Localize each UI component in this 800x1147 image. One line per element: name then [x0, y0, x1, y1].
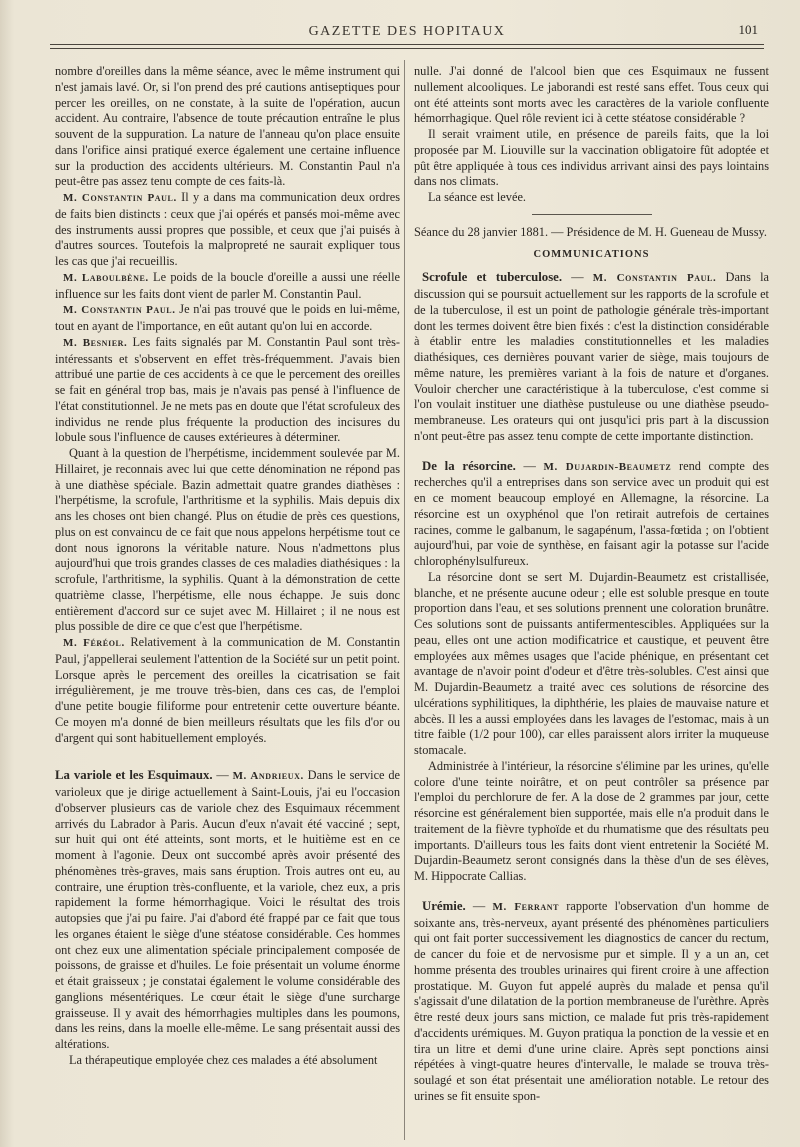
- speaker-text: Il y a dans ma communication deux ordres de faits bien distincts : ceux que j'ai opérés et pansés moi-même avec des instruments aussi propres que possible, et ceux que j'ai puisés à d'autres sources. Toutefois la malpropreté ne saurait expliquer tous les cas que j'ai recueillis.: [55, 190, 401, 268]
- right-column: [414, 64, 769, 1105]
- paragraph: La séance est levée.: [428, 190, 527, 204]
- section-text: Dans la discussion qui se poursuit actuellement sur les rapports de la scrofule et de la tuberculose, il est un point de pathologie générale très-important dont les termes doivent être bien fixés : c'est la distinction considérable à établir entre les maladies constitutionnelles et les maladies diathésiques, ces dernières pouvant varier de siège, mais toujours de même nature, les premières variant à la fois de nature et d'organes. Vouloir chercher une caractéristique à la tuberculose, c'est comme si l'on voulait instituer une diathèse pustuleuse ou une diathèse pseudo-membraneuse. Les orateurs qui ont jusqu'ici pris part à la discussion n'ont peut-être pas assez tenu compte de cette importante distinction.: [414, 270, 769, 443]
- seance-line: Séance du 28 janvier 1881. — Présidence de M. H. Gueneau de Mussy.: [414, 224, 767, 239]
- speaker-name: M. Laboulbène.: [63, 271, 149, 284]
- author-name: M. Dujardin-Beaumetz: [543, 460, 672, 473]
- section-title: De la résorcine.: [422, 458, 516, 473]
- author-name: M. Constantin Paul.: [592, 272, 717, 285]
- section-text: Dans le service de varioleux que je dirige actuellement à Saint-Louis, j'ai eu l'occasion d'observer plusieurs cas de variole chez des Esquimaux récemment arrivés du Labrador à Paris. Aucun d'eux n'avait été vacciné ; sept, sur huit qui ont été atteints, sont morts, et le huitième est en ce moment à l'agonie. Deux ont succombé après avoir présenté des phénomènes très-graves, mais sans éruption. Trois autres ont eu, au contraire, une éruption très-confluente, et la variole, chez eux, a pris rapidement la forme hémorrhagique. Voici le résultat des trois autopsies que j'ai pu faire. J'ai d'abord été frappé par ce fait que tous les organes étaient le siège d'une stéatose considérable. Ces hommes ont chez eux une alimentation spéciale principalement composée de poissons, de graisse et d'huiles. Le foie présentait un volume énorme et était graisseux ; je constatai également le volume considérable des ganglions mésentériques. Le cœur était le siège d'une surcharge graisseuse. Il y avait des hémorrhagies multiples dans les poumons, dans les reins, dans la moelle elle-même. Le sang présentait aussi des altérations.: [55, 768, 400, 1051]
- section-title: Urémie.: [422, 898, 466, 913]
- speaker-paragraph: [55, 302, 400, 335]
- paragraph: nombre d'oreilles dans la même séance, avec le même instrument qui n'est jamais lavé. Or, si l'on prend des pré cautions antiseptiques pour percer les oreilles, on ne constate, à la suite de l'opération, aucun accident. Au contraire, l'absence de toute précaution entraîne le plus souvent de la suppuration. La nature de l'anneau qu'on place ensuite dans l'orifice ainsi pratiqué exerce également une certaine influence sur la production des accidents ultérieurs. M. Constantin Paul n'a peut-être pas assez tenu compte de ces faits-là.: [55, 64, 400, 189]
- section-rule: [532, 214, 652, 215]
- section-paragraph: De la résorcine. — M. Dujardin-Beaumetz rend compte des recherches qu'il a entreprises dans son service avec un produit qui est en ce moment beaucoup employé en Allemagne, la résorcine. La résorcine est un oxyphénol que l'on retirait autrefois de certaines racines, comme le galbanum, le sagapénum, l'assa-fœtida ; on l'obtient aujourd'hui, par voie de synthèse, en faisant agir la potasse sur l'acide chlorophénylsulfureux.: [414, 458, 769, 568]
- speaker-paragraph: [55, 270, 400, 303]
- speaker-paragraph: [55, 335, 400, 446]
- author-name: M. Ferrant: [492, 900, 560, 913]
- speaker-name: M. Constantin Paul.: [63, 304, 176, 317]
- section-title: Scrofule et tuberculose.: [422, 270, 563, 285]
- speaker-name: M. Besnier.: [63, 336, 128, 349]
- speaker-name: M. Féréol.: [63, 637, 125, 649]
- speaker-text: Relativement à la communication de M. Constantin Paul, j'appellerai seulement l'attention de la Société sur un petit point. Lorsque après le percement des oreilles la cicatrisation se fait irrégulièrement, je me trouve très-bien, dans ces cas, de l'emploi d'une petite bougie filiforme pour entretenir cette ouverture béante. Ce moyen m'a donné de bien meilleurs résultats que les fils d'or ou d'argent qui sont habituellement employés.: [55, 635, 400, 745]
- paragraph: La thérapeutique employée chez ces malades a été absolument: [69, 1052, 378, 1067]
- section-paragraph: La variole et les Esquimaux. — M. Andrieux. Dans le service de varioleux que je dirige actuellement à Saint-Louis, j'ai eu l'occasion d'observer plusieurs cas de variole chez des Esquimaux récemment arrivés du Labrador à Paris. Aucun d'eux n'avait été vacciné ; sept, sur huit qui ont été atteints, sont morts, et le huitième est en ce moment à l'agonie. Deux ont succombé après avoir présenté des phénomènes très-graves, mais sans éruption. Trois autres ont eu, au contraire, une éruption très-confluente, et la variole, chez eux, a pris rapidement la forme hémorrhagique. Voici le résultat des trois autopsies que j'ai pu faire. J'ai d'abord été frappé par ce fait que tous les organes étaient le siège d'une stéatose considérable. Ces hommes ont chez eux une alimentation spéciale principalement composée de poissons, de graisse et d'huiles. Le foie présentait un volume énorme et était graisseux ; je constatai également le volume considérable des ganglions mésentériques. Le cœur était le siège d'une surcharge graisseuse. Il y avait des hémorrhagies multiples dans les poumons, dans les reins, dans la moelle elle-même. Le sang présentait aussi des altérations.: [55, 768, 400, 1051]
- section-title: La variole et les Esquimaux.: [55, 768, 213, 783]
- speaker-text: Le poids de la boucle d'oreille a aussi une réelle influence sur les faits dont vient de parler M. Constantin Paul.: [55, 269, 400, 301]
- paragraph: La résorcine dont se sert M. Dujardin-Beaumetz est cristallisée, blanche, et ne présente aucune odeur ; elle est soluble presque en toute proportion dans l'eau, et ses solutions prennent une coloration brunâtre. Ces solutions sont de puissants antifermentescibles. Appliquées sur la peau, elles ont une action modificatrice et caustique, et peuvent être employées aux mêmes usages que l'acide phénique, en présentant cet avantage de n'avoir point d'odeur et d'être très-solubles. C'est ainsi que M. Dujardin-Beaumetz a traité avec ces solutions de résorcine des ulcérations syphilitiques, la diphthérie, les plaies de mauvaise nature et abcès. Il les a aussi employées dans les lavages de l'estomac, mais à un titre faible (1/2 pour 100), car elles paraissent alors irriter la muqueuse stomacale.: [414, 569, 769, 757]
- speaker-text: Je n'ai pas trouvé que le poids en lui-même, tout en ayant de l'importance, en eût autant qu'on lui en accorde.: [55, 302, 401, 333]
- left-column: [55, 64, 400, 1069]
- section-paragraph: Urémie. — M. Ferrant rapporte l'observation d'un homme de soixante ans, très-nerveux, ayant présenté des phénomènes particuliers qui ont fait porter successivement les diagnostics de cancer du rectum, de cancer du foie et de nervosisme pur et simple. Il y a un an, cet homme présenta des troubles urinaires qui firent croire à une affection prostatique. M. Guyon fut appelé auprès du malade et pensa qu'il s'agissait d'une dilatation de la portion membraneuse de l'urèthre. Après être resté deux jours sans miction, ce malade fut pris très-rapidement d'accidents urémiques. M. Guyon pratiqua la ponction de la vessie et en tira un litre et demi d'une urine claire. Après sept ponctions ainsi répétées à vingt-quatre heures d'intervalle, le malade se trouva très-soulagé et son état présentait une amélioration notable. Le retour des urines se fit ensuite spon-: [414, 898, 769, 1103]
- paragraph: Il serait vraiment utile, en présence de pareils faits, que la loi proposée par M. Liouville sur la vaccination obligatoire fût adoptée et pût être appliquée à tous ces individus arrivant ainsi des pays lointains dans nos climats.: [414, 127, 769, 189]
- communications-heading: COMMUNICATIONS: [533, 248, 650, 260]
- running-head: GAZETTE DES HOPITAUX: [308, 24, 506, 39]
- header-rule: [50, 44, 764, 49]
- section-text: rapporte l'observation d'un homme de soixante ans, très-nerveux, ayant présenté des phénomènes particuliers qui ont fait porter successivement les diagnostics de cancer du rectum, de cancer du foie et de nervosisme pur et simple. Il y a un an, cet homme présenta des troubles urinaires qui firent croire à une affection prostatique. M. Guyon fut appelé auprès du malade et pensa qu'il s'agissait d'une dilatation de la portion membraneuse de l'urèthre. Après être resté deux jours sans miction, ce malade fut pris très-rapidement d'accidents urémiques. M. Guyon pratiqua la ponction de la vessie et en tira un litre et demi d'une urine claire. Après sept ponctions ainsi répétées à vingt-quatre heures d'intervalle, le malade se trouva très-soulagé et son état présentait une amélioration notable. Le retour des urines se fit ensuite spon-: [414, 898, 769, 1103]
- section-text: rend compte des recherches qu'il a entreprises dans son service avec un produit qui est en ce moment beaucoup employé en Allemagne, la résorcine. La résorcine est un oxyphénol que l'on retirait autrefois de certaines racines, comme le galbanum, le sagapénum, l'assa-fœtida ; on l'obtient aujourd'hui, par voie de synthèse, en faisant agir la potasse sur l'acide chlorophénylsulfureux.: [414, 458, 769, 568]
- speaker-paragraph: [55, 635, 400, 746]
- paragraph: Quant à la question de l'herpétisme, incidemment soulevée par M. Hillairet, je reconnais avec lui que cette dénomination ne répond pas à une diathèse spéciale. Bazin admettait quatre grandes diathèses : l'herpétisme, la scrofule, l'arthritisme et la syphilis. Mais depuis dix ans les choses ont bien changé. Plus on étudie de près ces questions, plus on est convaincu de ce fait que nous appelons herpétisme tout ce dont nous ignorons la véritable nature. Nous n'admettons plus aujourd'hui que trois grandes classes de ces maladies diathésiques : la scrofule, l'arthritisme, la syphilis. Quant à la démonstration de cette quatrième classe, l'herpétisme, elle nous échappe. Je suis donc entièrement d'accord sur ce sujet avec M. Hillairet ; il ne nous est plus possible de dire ce que c'est que l'herpétisme.: [55, 446, 400, 634]
- speaker-name: M. Constantin Paul.: [63, 192, 177, 204]
- paragraph: nulle. J'ai donné de l'alcool bien que ces Esquimaux ne fussent nullement alcooliques. Le jaborandi est resté sans effet. Tous ceux qui ont été atteints sont morts avec les caractères de la variole confluente hémorrhagique. Quel rôle revient ici à cette stéatose considérable ?: [414, 64, 769, 126]
- author-name: M. Andrieux.: [232, 770, 304, 783]
- speaker-text: Les faits signalés par M. Constantin Paul sont très-intéressants et s'observent en effet très-fréquemment. J'avais bien attribué une partie de ces accidents à ce que le percement des oreilles se fait en général trop bas, mais je n'avais pas pensé à l'influence de l'état constitutionnel. Je ne mets pas en doute que l'état scrofuleux des individus ne rende plus fréquente la production des incisures du lobule sous l'influence de causes extérieures à déterminer.: [55, 334, 401, 445]
- speaker-paragraph: [55, 190, 400, 270]
- section-paragraph: Scrofule et tuberculose. — M. Constantin Paul. Dans la discussion qui se poursuit actuellement sur les rapports de la scrofule et de la tuberculose, il est un point de pathologie générale très-important dont les termes doivent être bien fixés : c'est la distinction considérable à établir entre les maladies constitutionnelles et les maladies diathésiques, ces dernières pouvant varier de siège, mais toujours de même nature, les premières variant à la fois de nature et d'organes. Vouloir chercher une caractéristique à la tuberculose, c'est comme si l'on voulait instituer une diathèse pustuleuse ou une diathèse pseudo-membraneuse. Les orateurs qui ont jusqu'ici pris part à la discussion n'ont peut-être pas assez tenu compte de cette importante distinction.: [414, 270, 769, 443]
- page-number: 101: [738, 22, 758, 37]
- paragraph: Administrée à l'intérieur, la résorcine s'élimine par les urines, qu'elle colore d'une teinte noirâtre, et on peut contrôler sa présence par l'emploi du perchlorure de fer. A la dose de 2 grammes par jour, cette résorcine est généralement bien supportée, mais elle n'a produit dans le traitement de la fièvre typhoïde et du rhumatisme que des résultats peu importants. D'ailleurs tous les faits dont vient entretenir la Société M. Dujardin-Beaumetz seront consignés dans la thèse d'un de ses élèves, M. Hippocrate Callias.: [414, 758, 769, 883]
- page-header: [50, 22, 764, 44]
- column-divider: [404, 60, 405, 1140]
